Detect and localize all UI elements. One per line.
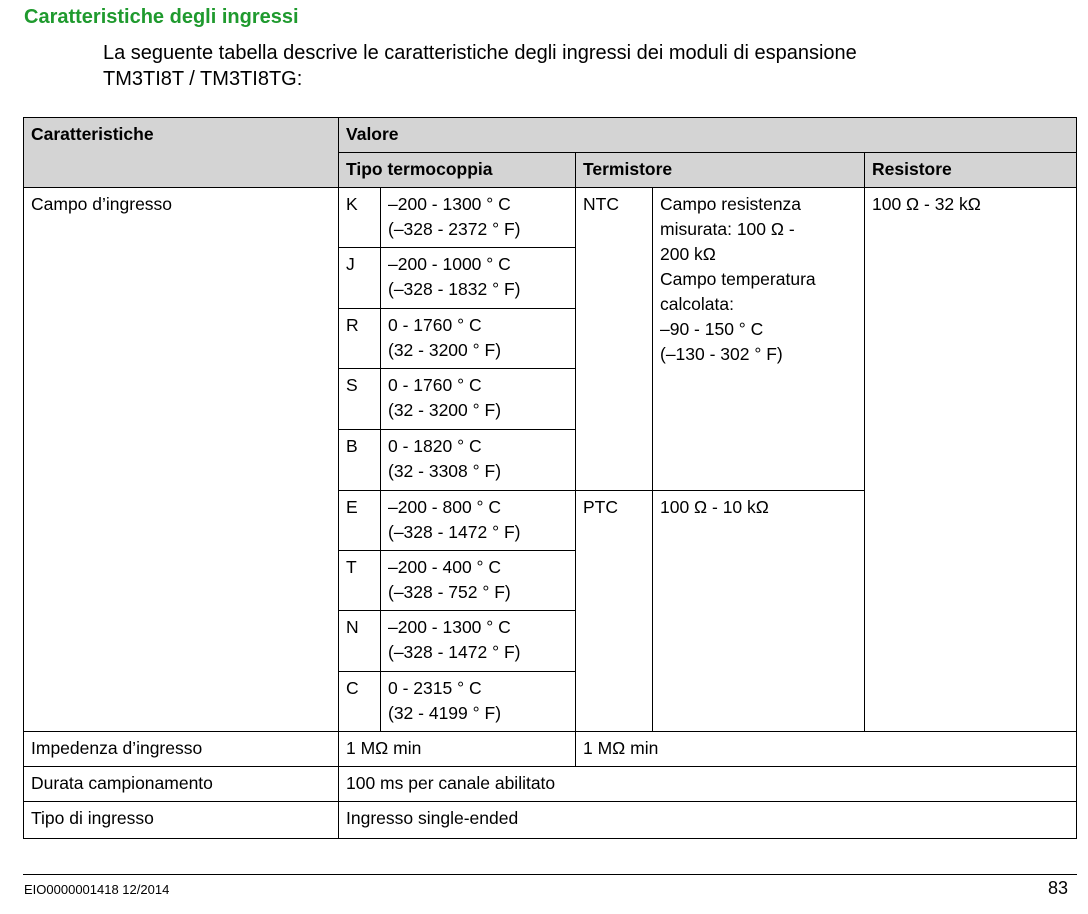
table-rule bbox=[338, 610, 575, 611]
thermocouple-type: R bbox=[346, 315, 359, 335]
table-rule bbox=[23, 766, 1077, 767]
table-rule bbox=[23, 187, 1077, 188]
ntc-line: (–130 - 302 ° F) bbox=[660, 344, 783, 364]
ptc-description: 100 Ω - 10 kΩ bbox=[660, 497, 769, 517]
range-celsius: 0 - 2315 ° C bbox=[388, 678, 482, 698]
ntc-line: Campo resistenza bbox=[660, 194, 802, 214]
range-celsius: –200 - 1300 ° C bbox=[388, 617, 511, 637]
thermocouple-type: E bbox=[346, 497, 358, 517]
range-celsius: –200 - 1000 ° C bbox=[388, 254, 511, 274]
header-resistor-label: Resistore bbox=[872, 159, 952, 179]
table-rule bbox=[338, 671, 575, 672]
header-characteristics bbox=[23, 117, 338, 187]
thermocouple-type: S bbox=[346, 375, 358, 395]
sampling-value: 100 ms per canale abilitato bbox=[346, 773, 556, 793]
table-rule bbox=[338, 550, 575, 551]
table-rule bbox=[338, 247, 575, 248]
ntc-line: misurata: 100 Ω - bbox=[660, 219, 795, 239]
range-fahrenheit: (32 - 3200 ° F) bbox=[388, 340, 502, 360]
intro-paragraph bbox=[103, 40, 1003, 92]
range-celsius: 0 - 1820 ° C bbox=[388, 436, 482, 456]
range-fahrenheit: (–328 - 2372 ° F) bbox=[388, 219, 521, 239]
thermocouple-range bbox=[380, 308, 575, 368]
table-col-rule bbox=[575, 152, 576, 766]
header-thermistor bbox=[575, 152, 864, 187]
thermocouple-range bbox=[380, 368, 575, 428]
impedance-label: Impedenza d’ingresso bbox=[31, 738, 203, 758]
resistor-range: 100 Ω - 32 kΩ bbox=[872, 194, 981, 214]
table-col-rule bbox=[380, 187, 381, 731]
thermocouple-range bbox=[380, 671, 575, 731]
range-celsius: –200 - 400 ° C bbox=[388, 557, 502, 577]
table-rule bbox=[338, 308, 575, 309]
table-rule bbox=[338, 429, 575, 430]
page-number: 83 bbox=[1047, 878, 1068, 898]
thermocouple-type: T bbox=[346, 557, 357, 577]
thermocouple-range bbox=[380, 610, 575, 670]
thermocouple-range bbox=[380, 429, 575, 489]
thermocouple-range bbox=[380, 490, 575, 550]
header-characteristics-label: Caratteristiche bbox=[31, 124, 154, 144]
table-rule bbox=[338, 368, 575, 369]
range-fahrenheit: (32 - 4199 ° F) bbox=[388, 703, 502, 723]
thermocouple-type: J bbox=[346, 254, 355, 274]
table-border-right bbox=[1076, 117, 1077, 839]
thermocouple-type: C bbox=[346, 678, 359, 698]
header-thermocouple-label: Tipo termocoppia bbox=[346, 159, 493, 179]
thermocouple-type: K bbox=[346, 194, 358, 214]
table-rule bbox=[338, 152, 1077, 153]
input-type-label: Tipo di ingresso bbox=[31, 808, 154, 828]
ntc-type: NTC bbox=[583, 194, 619, 214]
range-fahrenheit: (–328 - 1472 ° F) bbox=[388, 522, 521, 542]
ptc-type: PTC bbox=[583, 497, 618, 517]
table-border-top bbox=[23, 117, 1077, 118]
ntc-line: –90 - 150 ° C bbox=[660, 319, 764, 339]
range-fahrenheit: (32 - 3200 ° F) bbox=[388, 400, 502, 420]
thermocouple-type: N bbox=[346, 617, 359, 637]
thermocouple-range bbox=[380, 187, 575, 247]
range-celsius: 0 - 1760 ° C bbox=[388, 375, 482, 395]
table-rule bbox=[338, 490, 864, 491]
range-celsius: –200 - 800 ° C bbox=[388, 497, 502, 517]
table-col-rule bbox=[652, 187, 653, 731]
input-range-label: Campo d’ingresso bbox=[31, 194, 173, 214]
ntc-description bbox=[652, 187, 864, 372]
header-value bbox=[338, 117, 1076, 152]
impedance-thermocouple: 1 MΩ min bbox=[346, 738, 422, 758]
header-value-label: Valore bbox=[346, 124, 399, 144]
table-col-rule bbox=[864, 152, 865, 731]
range-fahrenheit: (32 - 3308 ° F) bbox=[388, 461, 502, 481]
impedance-thermistor: 1 MΩ min bbox=[583, 738, 659, 758]
table-border-left bbox=[23, 117, 24, 839]
header-thermistor-label: Termistore bbox=[583, 159, 673, 179]
thermocouple-type: B bbox=[346, 436, 358, 456]
section-title: Caratteristiche degli ingressi bbox=[24, 6, 299, 28]
ntc-line: Campo temperatura bbox=[660, 269, 816, 289]
header-thermocouple bbox=[338, 152, 575, 187]
table-rule bbox=[23, 801, 1077, 802]
footer-doc-id: EIO0000001418 12/2014 bbox=[24, 882, 170, 897]
intro-line-1: La seguente tabella descrive le caratteristiche degli ingressi dei moduli di espansione bbox=[103, 42, 857, 64]
range-celsius: 0 - 1760 ° C bbox=[388, 315, 482, 335]
thermocouple-range bbox=[380, 247, 575, 307]
input-type-value: Ingresso single-ended bbox=[346, 808, 519, 828]
header-resistor bbox=[864, 152, 1076, 187]
range-celsius: –200 - 1300 ° C bbox=[388, 194, 511, 214]
range-fahrenheit: (–328 - 1832 ° F) bbox=[388, 279, 521, 299]
ntc-line: 200 kΩ bbox=[660, 244, 716, 264]
sampling-label: Durata campionamento bbox=[31, 773, 213, 793]
footer-divider bbox=[23, 874, 1077, 875]
intro-line-2: TM3TI8T / TM3TI8TG: bbox=[103, 68, 303, 90]
table-rule bbox=[23, 731, 1077, 732]
range-fahrenheit: (–328 - 1472 ° F) bbox=[388, 642, 521, 662]
range-fahrenheit: (–328 - 752 ° F) bbox=[388, 582, 511, 602]
ntc-line: calcolata: bbox=[660, 294, 734, 314]
table-border-bottom bbox=[23, 838, 1077, 839]
thermocouple-range bbox=[380, 550, 575, 610]
table-col-rule bbox=[338, 117, 339, 839]
